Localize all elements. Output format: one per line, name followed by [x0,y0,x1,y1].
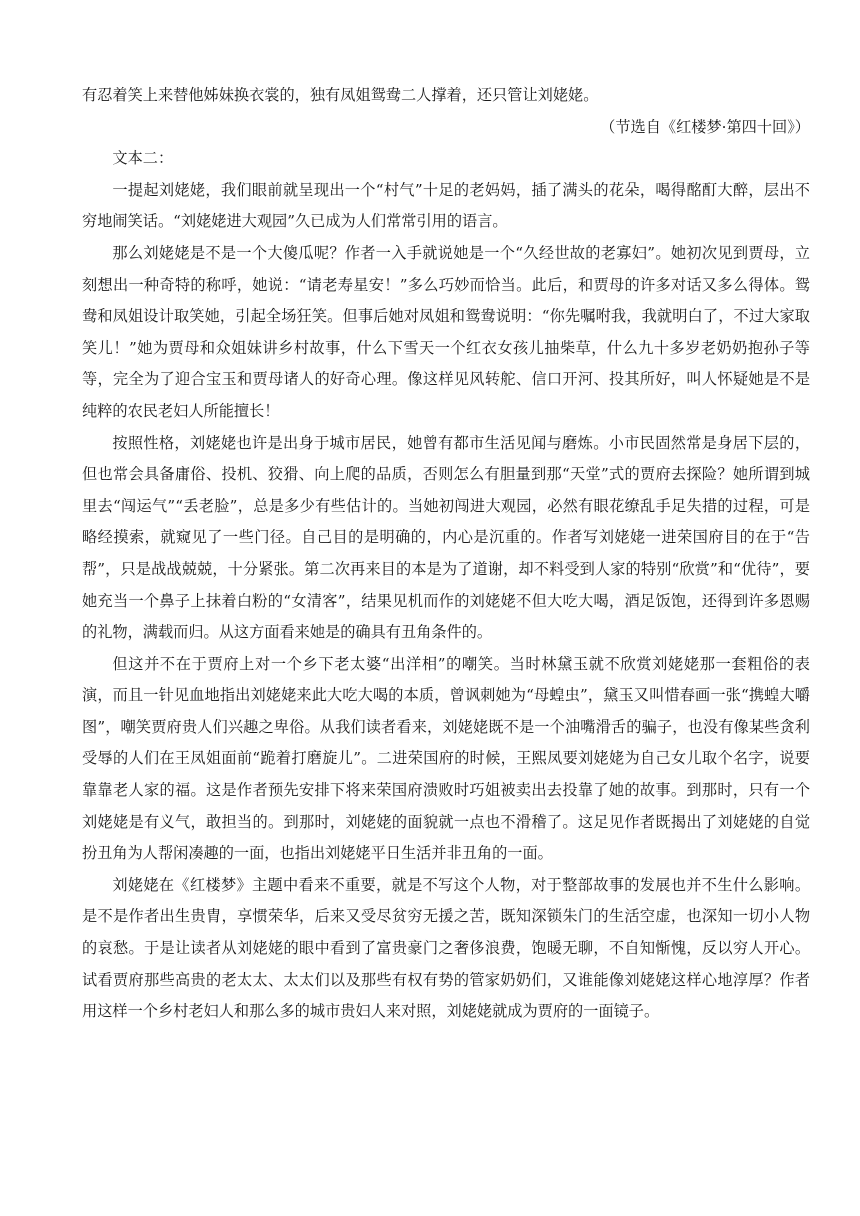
document-page [82,80,810,1028]
paragraph-3: 按照性格，刘姥姥也许是出身于城市居民，她曾有都市生活见闻与磨炼。小市民固然常是身居下层的，但也常会具备庸俗、投机、狡猾、向上爬的品质，否则怎么有胆量到那“天堂”式的贾府去探险？她所谓到城里去“闯运气”“丢老脸”，总是多少有些估计的。当她初闯进大观园，必然有眼花缭乱手足失措的过程，可是略经摸索，就窥见了一些门径。自己目的是明确的，内心是沉重的。作者写刘姥姥一进荣国府目的在于“告帮”，只是战战兢兢，十分紧张。第二次再来目的本是为了道谢，却不料受到人家的特别“欣赏”和“优待”，要她充当一个鼻子上抹着白粉的“女清客”，结果见机而作的刘姥姥不但大吃大喝，酒足饭饱，还得到许多恩赐的礼物，满载而归。从这方面看来她是的确具有丑角条件的。 [82,433,810,642]
text2-heading: 文本二： [112,149,174,168]
text1-source: （节选自《红楼梦·第四十回》） [600,117,810,136]
text1-ending: 有忍着笑上来替他姊妹换衣裳的，独有凤姐鸳鸯二人撑着，还只管让刘姥姥。 [82,86,599,104]
paragraph-1: 一提起刘姥姥，我们眼前就呈现出一个“村气”十足的老妈妈，插了满头的花朵，喝得酩酊大醉，层出不穷地闹笑话。“刘姥姥进大观园”久已成为人们常常引用的语言。 [82,180,810,231]
paragraph-4: 但这并不在于贾府上对一个乡下老太婆“出洋相”的嘲笑。当时林黛玉就不欣赏刘姥姥那一套粗俗的表演，而且一针见血地指出刘姥姥来此大吃大喝的本质，曾讽刺她为“母蝗虫”，黛玉又叫惜春画一张“携蝗大嚼图”，嘲笑贾府贵人们兴趣之卑俗。从我们读者看来，刘姥姥既不是一个油嘴滑舌的骗子，也没有像某些贪利受辱的人们在王凤姐面前“跪着打磨旋儿”。二进荣国府的时候，王熙凤要刘姥姥为自己女儿取个名字，说要靠靠老人家的福。这是作者预先安排下将来荣国府溃败时巧姐被卖出去投靠了她的故事。到那时，只有一个刘姥姥是有义气，敢担当的。到那时，刘姥姥的面貌就一点也不滑稽了。这足见作者既揭出了刘姥姥的自觉扮丑角为人帮闲凑趣的一面，也指出刘姥姥平日生活并非丑角的一面。 [82,654,810,863]
paragraph-2: 那么刘姥姥是不是一个大傻瓜呢？作者一入手就说她是一个“久经世故的老寡妇”。她初次见到贾母，立刻想出一种奇特的称呼，她说：“请老寿星安！”多么巧妙而恰当。此后，和贾母的许多对话又多么得体。鸳鸯和凤姐设计取笑她，引起全场狂笑。但事后她对凤姐和鸳鸯说明：“你先嘱咐我，我就明白了，不过大家取笑儿！”她为贾母和众姐妹讲乡村故事，什么下雪天一个红衣女孩儿抽柴草，什么九十多岁老奶奶抱孙子等等，完全为了迎合宝玉和贾母诸人的好奇心理。像这样见风转舵、信口开河、投其所好，叫人怀疑她是不是纯粹的农民老妇人所能擅长！ [82,243,810,420]
paragraph-5: 刘姥姥在《红楼梦》主题中看来不重要，就是不写这个人物，对于整部故事的发展也并不生什么影响。是不是作者出生贵胄，享惯荣华，后来又受尽贫穷无援之苦，既知深锁朱门的生活空虚，也深知一切小人物的哀愁。于是让读者从刘姥姥的眼中看到了富贵豪门之奢侈浪费，饱暖无聊，不自知惭愧，反以穷人开心。试看贾府那些高贵的老太太、太太们以及那些有权有势的管家奶奶们，又谁能像刘姥姥这样心地淳厚？作者用这样一个乡村老妇人和那么多的城市贵妇人来对照，刘姥姥就成为贾府的一面镜子。 [82,875,810,1021]
